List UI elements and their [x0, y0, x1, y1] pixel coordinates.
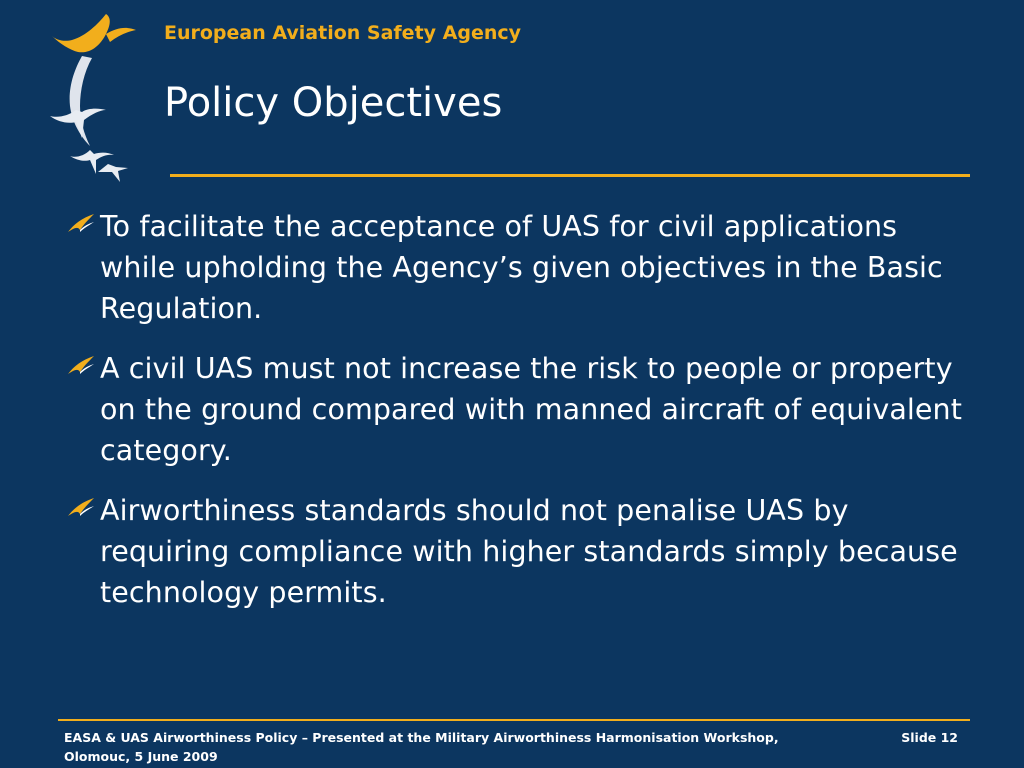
bullet-text: To facilitate the acceptance of UAS for civil applications while upholding the Agency’s given objectives in the Basic Regulation.	[100, 210, 943, 325]
agency-name: European Aviation Safety Agency	[164, 22, 522, 44]
white-bird-icon	[50, 109, 106, 138]
yellow-bird-icon	[52, 14, 110, 52]
tiny-bird-icon	[98, 164, 128, 182]
title-divider	[170, 174, 970, 177]
footer-divider	[58, 719, 970, 721]
bullet-item	[66, 490, 966, 613]
bullet-item	[66, 348, 966, 471]
bird-arrow-bullet-icon	[66, 354, 100, 378]
slide-title: Policy Objectives	[164, 80, 503, 126]
bird-arrow-bullet-icon	[66, 496, 100, 520]
bullet-list	[66, 206, 966, 632]
bullet-text: A civil UAS must not increase the risk to people or property on the ground compared with manned aircraft of equivalent category.	[100, 352, 962, 467]
easa-logo	[46, 10, 146, 185]
bird-arrow-bullet-icon	[66, 212, 100, 236]
footer-caption: EASA & UAS Airworthiness Policy – Presented at the Military Airworthiness Harmonisation Workshop, Olomouc, 5 June 2009	[64, 730, 779, 764]
bullet-text: Airworthiness standards should not penalise UAS by requiring compliance with higher standards simply because technology permits.	[100, 494, 958, 609]
slide-number: Slide 12	[901, 730, 958, 745]
bullet-item	[66, 206, 966, 329]
